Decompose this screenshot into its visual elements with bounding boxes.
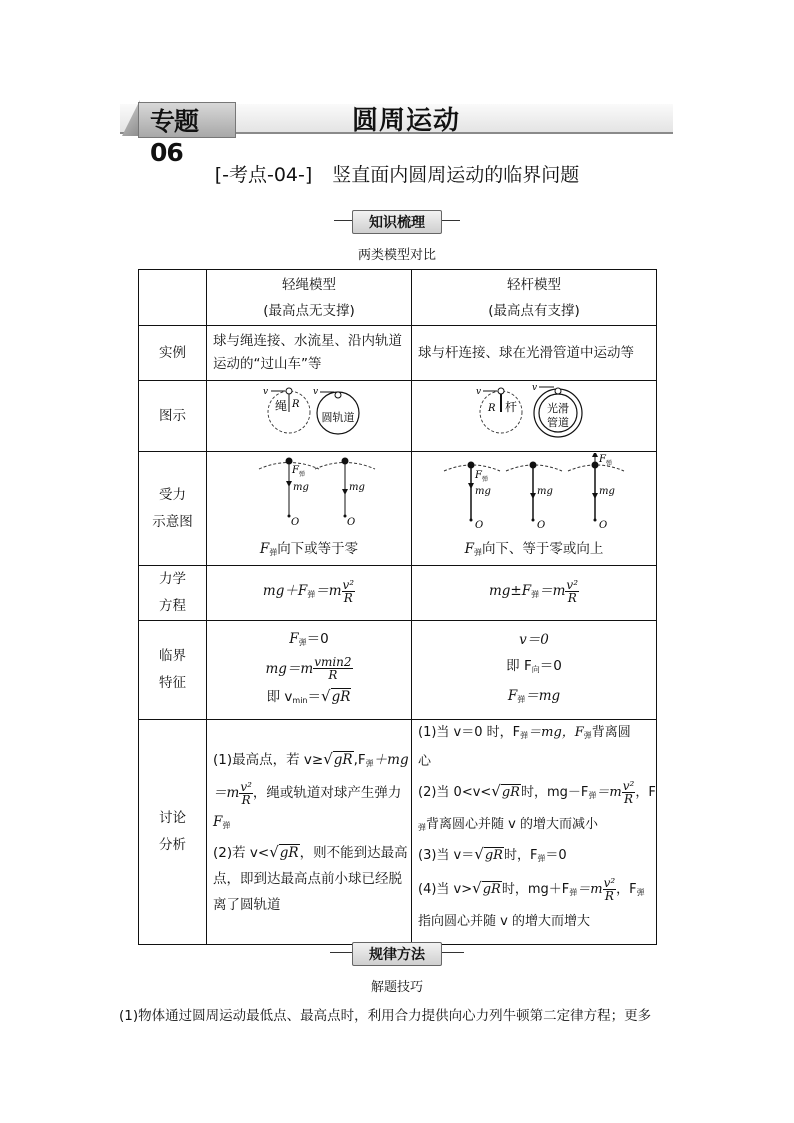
rope-force-F-sub-1: 弹 — [299, 471, 306, 478]
rod-disc-2c: ＝m — [596, 785, 622, 800]
rope-critical-line-2 — [207, 654, 411, 684]
rope-crit-F-sub: 弹 — [298, 637, 307, 647]
rope-force-O-2: O — [347, 517, 356, 528]
rope-crit-F-eq: ＝0 — [306, 630, 329, 647]
rope-disc-frac — [239, 781, 253, 806]
rod-force-arrow-1 — [468, 483, 474, 489]
rod-force-O-3: O — [599, 520, 608, 531]
rod-force-center-2 — [532, 519, 535, 522]
rope-figures — [207, 381, 412, 452]
rope-crit-mg: mg＝m — [265, 660, 314, 677]
rod-force-arrow-2 — [530, 493, 536, 499]
rope-model-note: (最高点无支撑) — [263, 302, 355, 319]
comparison-table — [138, 269, 657, 945]
rope-disc-1-sub: 弹 — [365, 759, 374, 768]
section-knowledge-label: 知识梳理 — [352, 210, 442, 234]
sqrt-icon: √ — [321, 686, 331, 705]
table-caption: 两类模型对比 — [357, 248, 436, 263]
rod-figures-svg — [412, 381, 657, 447]
rod-disc-4c: ＝m — [577, 882, 603, 897]
section-methods-label: 规律方法 — [352, 942, 442, 966]
equation-label-2: 方程 — [159, 598, 186, 614]
table-header-row — [139, 270, 657, 326]
row-label-figures: 图示 — [139, 381, 207, 452]
rod-force-O-2: O — [537, 520, 546, 531]
series-label: 专题06 — [150, 107, 199, 167]
rod-force-note-sub: 弹 — [473, 548, 482, 557]
rod-disc-frac-2 — [603, 877, 617, 902]
force-label-2: 示意图 — [152, 513, 193, 530]
rod-disc-2-rad: gR — [501, 785, 520, 800]
rod-disc-2-sub: 弹 — [588, 791, 597, 800]
rope-crit-rad: gR — [331, 688, 351, 705]
rope-label: 绳 — [275, 399, 288, 413]
rope-force-note-text: 向下或等于零 — [277, 541, 359, 557]
rod-force-mg-3: mg — [599, 486, 615, 497]
rod-disc-4 — [418, 872, 656, 909]
rope-crit-eq: ＝ — [307, 688, 321, 705]
rod-ball — [498, 388, 504, 394]
rod-examples: 球与杆连接、球在光滑管道中运动等 — [412, 326, 657, 381]
rod-disc-den-2: R — [604, 889, 614, 903]
rod-label: 杆 — [505, 400, 518, 414]
rod-R-label: R — [488, 403, 496, 414]
sqrt-icon: √ — [323, 750, 333, 768]
rod-crit-F-sub: 向 — [531, 665, 540, 674]
pipe-ball — [555, 388, 561, 394]
header-rope-model — [207, 270, 412, 326]
row-label-critical — [139, 621, 207, 720]
rope-disc-1c: ＋mg — [373, 752, 409, 768]
rope-eq-den: R — [343, 590, 353, 605]
rod-disc-4-sub: 弹 — [569, 888, 578, 897]
pipe-v-label: v — [532, 383, 538, 393]
tips-title: 解题技巧 — [370, 980, 423, 995]
rod-eq-m: ＝m — [539, 583, 566, 599]
rope-force-diagram — [207, 452, 412, 566]
sqrt-icon: √ — [472, 879, 482, 897]
rod-disc-4a: (4)当 v> — [418, 882, 473, 897]
header-rod-model — [412, 270, 657, 326]
rod-disc-1 — [418, 720, 656, 749]
rod-v-label: v — [476, 387, 482, 397]
rope-force-arrow-1 — [286, 481, 292, 487]
rope-discussion — [207, 720, 412, 945]
rod-eq-lhs: mg±F — [488, 583, 532, 599]
rod-disc-3-sub: 弹 — [537, 854, 546, 863]
force-label-1: 受力 — [159, 486, 186, 503]
rope-R-label: R — [292, 399, 300, 410]
rope-force-note-sub: 弹 — [269, 548, 278, 557]
rod-force-F-1: F — [475, 470, 482, 481]
rod-force-arrow-3 — [592, 493, 598, 499]
discussion-label-2: 分析 — [159, 837, 186, 853]
rod-force-up-arrow — [592, 453, 598, 457]
pipe-label-1: 光滑 — [547, 402, 569, 415]
rod-disc-2d: ，F — [635, 785, 656, 800]
rod-crit-F-eq: ＝0 — [539, 658, 562, 674]
rope-disc-1a: (1)最高点，若 v≥ — [213, 752, 324, 768]
rod-crit-F: 即 F — [506, 658, 532, 674]
row-critical — [139, 621, 657, 720]
row-label-discussion — [139, 720, 207, 945]
rope-eq-frac — [342, 579, 356, 604]
rod-discussion — [412, 720, 657, 945]
rod-figures — [412, 381, 657, 452]
section-methods — [0, 942, 794, 962]
rod-disc-num-1: v² — [622, 779, 635, 793]
rod-force-center-3 — [594, 519, 597, 522]
rod-disc-1-sub: 弹 — [520, 731, 529, 740]
rod-disc-2 — [418, 775, 656, 812]
row-figures — [139, 381, 657, 452]
rope-disc-4a: (2)若 v< — [213, 845, 270, 861]
rod-disc-2e-sub: 弹 — [418, 823, 426, 832]
rod-force-note — [412, 538, 656, 564]
rod-disc-frac-1 — [622, 780, 636, 805]
row-label-examples: 实例 — [139, 326, 207, 381]
rope-force-mg-2: mg — [349, 482, 365, 493]
rope-equation — [207, 566, 412, 621]
rope-eq-m: ＝m — [315, 583, 342, 599]
rod-crit-line-3 — [412, 683, 656, 713]
rod-force-note-F: F — [464, 541, 474, 557]
rope-force-note — [207, 538, 411, 564]
rope-disc-6: 离了圆轨道 — [213, 897, 281, 913]
rope-disc-1 — [213, 746, 411, 777]
rod-model-title: 轻杆模型 — [507, 276, 561, 293]
section-knowledge — [0, 210, 794, 230]
chapter-banner — [120, 98, 673, 167]
rope-disc-2b: ，绳或轨道对球产生弹力 — [252, 785, 402, 801]
rod-disc-2a: (2)当 0<v< — [418, 785, 492, 800]
row-discussion — [139, 720, 657, 945]
rope-disc-3 — [213, 809, 411, 839]
rod-critical — [412, 621, 657, 720]
rope-disc-2 — [213, 777, 411, 809]
rod-disc-4b: 时，mg＋F — [501, 882, 570, 897]
row-label-equation — [139, 566, 207, 621]
rod-disc-den-1: R — [623, 792, 634, 806]
rod-disc-1a: (1)当 v＝0 时，F — [418, 725, 521, 740]
sqrt-icon: √ — [269, 843, 279, 861]
series-tab — [120, 98, 230, 167]
rod-disc-1c: 背离圆 — [591, 725, 631, 740]
rod-force-svg — [412, 453, 657, 538]
rod-disc-3c: ＝0 — [545, 848, 567, 863]
rope-force-note-F: F — [259, 541, 270, 557]
rope-disc-1-rad: gR — [333, 752, 353, 768]
rope-disc-4-rad: gR — [279, 845, 299, 861]
rod-force-center-1 — [470, 519, 473, 522]
rope-crit-frac — [313, 656, 352, 681]
rope-ball — [286, 388, 292, 394]
rod-force-F-sub-3: 弹 — [606, 460, 613, 467]
rod-force-mg-1: mg — [475, 486, 491, 497]
rope-disc-4 — [213, 839, 411, 866]
rod-crit-F2-eq: ＝mg — [525, 688, 561, 704]
rope-eq-num: v² — [342, 577, 355, 592]
rod-eq-frac — [565, 579, 579, 604]
rope-disc-4b: ，则不能到达最高 — [299, 845, 408, 861]
rope-force-F-1: F — [292, 465, 299, 476]
rope-force-arrow-2 — [342, 489, 348, 495]
rope-critical-line-3 — [207, 684, 411, 713]
tip-paragraph-1: (1)物体通过圆周运动最低点、最高点时，利用合力提供向心力列牛顿第二定律方程；更多 — [119, 1008, 652, 1024]
rod-force-F-3: F — [599, 454, 606, 465]
rod-disc-4e: 指向圆心并随 v 的增大而增大 — [418, 914, 590, 929]
rod-force-note-text: 向下、等于零或向上 — [481, 541, 604, 557]
rod-disc-2e: 背离圆心并随 v 的增大而减小 — [426, 817, 598, 832]
rope-force-svg — [207, 453, 412, 538]
rope-crit-F: F — [289, 630, 299, 647]
rope-examples: 球与绳连接、水流星、沿内轨道运动的“过山车”等 — [207, 326, 412, 381]
rope-crit-v: 即 v — [266, 688, 293, 705]
rod-disc-2e-line — [418, 812, 656, 841]
rope-critical — [207, 621, 412, 720]
sqrt-icon: √ — [491, 782, 501, 800]
rod-force-O-1: O — [475, 520, 484, 531]
rope-crit-den: R — [328, 668, 338, 682]
rope-crit-num: vmin2 — [314, 655, 352, 669]
exam-point-tag: [-考点-04-] — [214, 164, 313, 186]
rod-crit-F2: F — [507, 688, 518, 704]
rod-eq-num: v² — [566, 577, 579, 592]
header-empty-cell — [139, 270, 207, 326]
rope-force-O-1: O — [291, 517, 300, 528]
row-label-force — [139, 452, 207, 566]
rod-model-note: (最高点有支撑) — [488, 302, 580, 319]
rope-disc-2a: ＝m — [213, 785, 240, 801]
chapter-title: 圆周运动 — [352, 106, 461, 136]
sqrt-icon: √ — [474, 845, 484, 863]
rope-disc-num: v² — [240, 779, 252, 794]
rod-force-diagram — [412, 452, 657, 566]
rope-eq-sub: 弹 — [307, 590, 316, 599]
rope-crit-v-sub: min — [292, 695, 308, 705]
rod-force-mg-2: mg — [537, 486, 553, 497]
rope-model-title: 轻绳模型 — [282, 276, 336, 293]
track-label: 圆轨道 — [321, 411, 355, 424]
rope-disc-5: 点，即到达最高点前小球已经脱 — [213, 871, 402, 887]
critical-label-1: 临界 — [159, 648, 186, 664]
rod-disc-3 — [418, 841, 656, 872]
rod-disc-3a: (3)当 v＝ — [418, 848, 475, 863]
rod-disc-num-2: v² — [603, 876, 616, 890]
rod-equation — [412, 566, 657, 621]
rope-eq-lhs: mg＋F — [262, 583, 308, 599]
rope-disc-den: R — [241, 792, 251, 807]
pipe-label-2: 管道 — [547, 416, 569, 429]
rope-figures-svg — [207, 381, 412, 447]
rod-disc-4-sub2: 弹 — [636, 888, 645, 897]
rod-disc-1b: ＝mg，F — [528, 725, 584, 740]
exam-point-title: 竖直面内圆周运动的临界问题 — [332, 164, 580, 186]
rope-force-mg-1: mg — [293, 482, 309, 493]
rod-crit-line-2 — [412, 653, 656, 683]
rod-disc-1d: 心 — [418, 754, 432, 769]
discussion-label-1: 讨论 — [159, 810, 186, 826]
critical-label-2: 特征 — [159, 675, 186, 691]
row-force-diagrams — [139, 452, 657, 566]
rod-eq-den: R — [567, 590, 577, 605]
rod-force-F-sub-1: 弹 — [482, 476, 489, 483]
rod-disc-3-rad: gR — [484, 848, 503, 863]
rod-disc-3b: 时，F — [503, 848, 538, 863]
row-equations — [139, 566, 657, 621]
rod-disc-4-rad: gR — [482, 882, 501, 897]
rod-crit-line-1: v＝0 — [519, 632, 549, 648]
rod-crit-F2-sub: 弹 — [517, 695, 526, 704]
equation-label-1: 力学 — [159, 571, 186, 587]
exam-point-heading — [0, 160, 794, 187]
track-ball — [335, 392, 341, 398]
rope-disc-3-sub: 弹 — [222, 821, 231, 830]
rod-disc-1-sub2: 弹 — [583, 731, 592, 740]
rod-disc-4d: ，F — [616, 882, 637, 897]
rope-critical-line-1 — [207, 628, 411, 654]
rope-disc-1b: ,F — [353, 752, 366, 768]
track-v-label: v — [313, 387, 319, 397]
rod-disc-2b: 时，mg－F — [520, 785, 589, 800]
rope-disc-3a: F — [213, 814, 223, 830]
rod-eq-sub: 弹 — [531, 590, 540, 599]
rope-v-label: v — [263, 387, 269, 397]
row-examples — [139, 326, 657, 381]
